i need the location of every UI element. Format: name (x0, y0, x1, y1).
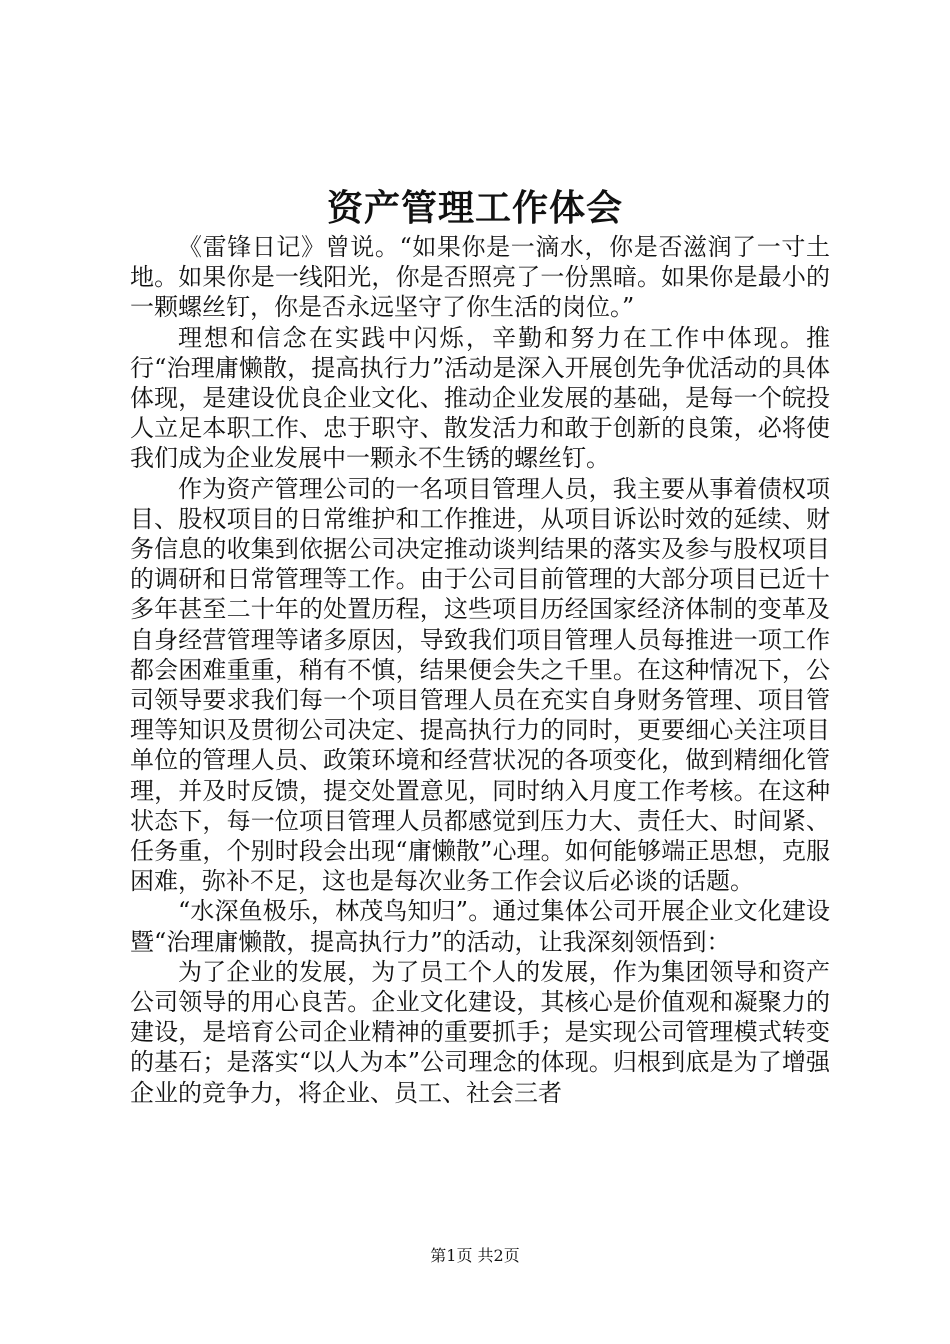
page-number-footer: 第1页 共2页 (430, 1246, 520, 1265)
paragraph-1: 《雷锋日记》曾说。“如果你是一滴水，你是否滋润了一寸土地。如果你是一线阳光，你是否照亮了一份黑暗。如果你是最小的一颗螺丝钉，你是否永远坚守了你生活的岗位。” (130, 233, 830, 322)
paragraph-5: 为了企业的发展，为了员工个人的发展，作为集团领导和资产公司领导的用心良苦。企业文化建设，其核心是价值观和凝聚力的建设，是培育公司企业精神的重要抓手；是实现公司管理模式转变的基石；是落实“以人为本”公司理念的体现。归根到底是为了增强企业的竞争力，将企业、员工、社会三者 (130, 957, 830, 1107)
paragraph-2: 理想和信念在实践中闪烁，辛勤和努力在工作中体现。推行“治理庸懒散，提高执行力”活动是深入开展创先争优活动的具体体现，是建设优良企业文化、推动企业发展的基础，是每一个皖投人立足本职工作、忠于职守、散发活力和敢于创新的良策，必将使我们成为企业发展中一颗永不生锈的螺丝钉。 (130, 323, 830, 473)
document-body (130, 232, 830, 1108)
paragraph-4: “水深鱼极乐，林茂鸟知归”。通过集体公司开展企业文化建设暨“治理庸懒散，提高执行力”的活动，让我深刻领悟到： (130, 897, 830, 956)
paragraph-3: 作为资产管理公司的一名项目管理人员，我主要从事着债权项目、股权项目的日常维护和工作推进，从项目诉讼时效的延续、财务信息的收集到依据公司决定推动谈判结果的落实及参与股权项目的调研和日常管理等工作。由于公司目前管理的大部分项目已近十多年甚至二十年的处置历程，这些项目历经国家经济体制的变革及自身经营管理等诸多原因，导致我们项目管理人员每推进一项工作都会困难重重，稍有不慎，结果便会失之千里。在这种情况下，公司领导要求我们每一个项目管理人员在充实自身财务管理、项目管理等知识及贯彻公司决定、提高执行力的同时，更要细心关注项目单位的管理人员、政策环境和经营状况的各项变化，做到精细化管理，并及时反馈，提交处置意见，同时纳入月度工作考核。在这种状态下，每一位项目管理人员都感觉到压力大、责任大、时间紧、任务重，个别时段会出现“庸懒散”心理。如何能够端正思想，克服困难，弥补不足，这也是每次业务工作会议后必谈的话题。 (130, 474, 830, 896)
document-title: 资产管理工作体会 (326, 187, 623, 229)
